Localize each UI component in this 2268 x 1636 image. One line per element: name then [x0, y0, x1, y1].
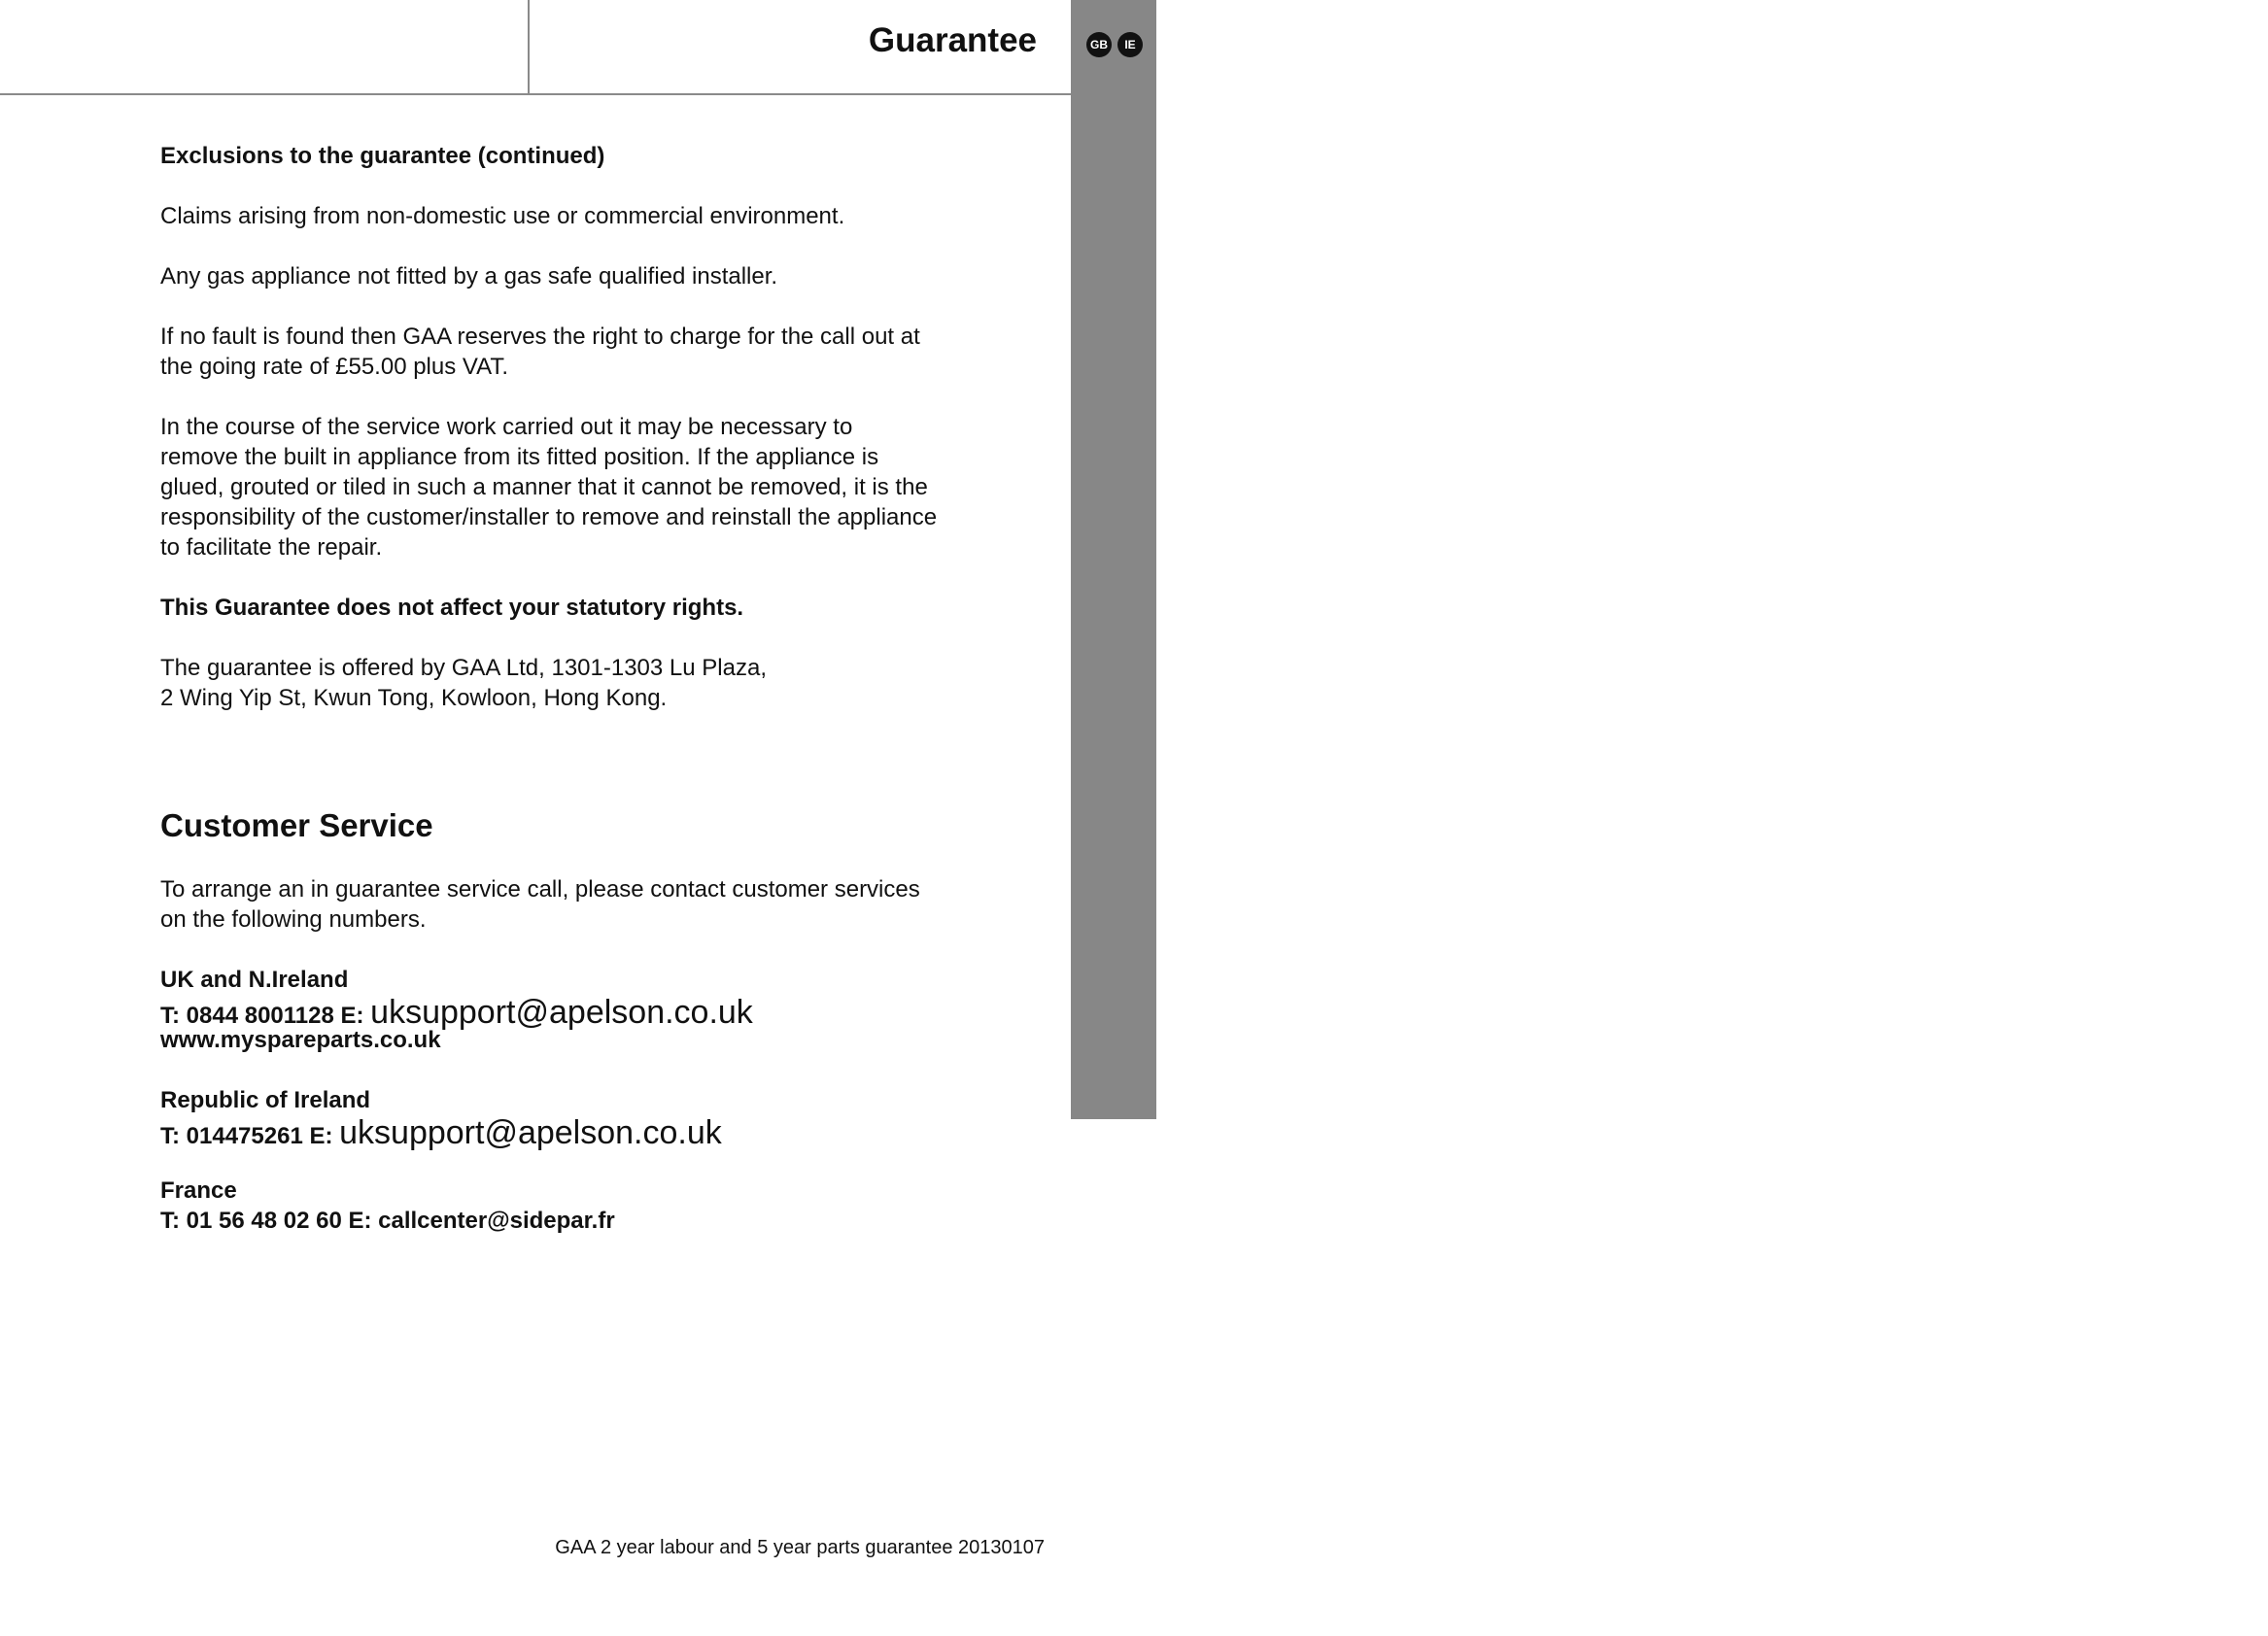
country-badge-ie: IE [1117, 32, 1143, 57]
uk-phone: T: 0844 8001128 E: [160, 1003, 371, 1029]
side-tab [1071, 0, 2268, 1119]
offer-address-line: 2 Wing Yip St, Kwun Tong, Kowloon, Hong Kong. [160, 685, 668, 711]
exclusion-paragraph-line: responsibility of the customer/installer to remove and reinstall the appliance [160, 504, 938, 530]
exclusion-paragraph-line: remove the built in appliance from its fitted position. If the appliance is [160, 444, 879, 470]
side-tab-text: In more detail... [2182, 530, 2268, 1067]
exclusion-paragraph: Claims arising from non-domestic use or commercial environment. [160, 203, 845, 229]
uk-website-link[interactable]: www.myspareparts.co.uk [160, 1027, 441, 1053]
exclusion-paragraph-line: If no fault is found then GAA reserves the right to charge for the call out at [160, 324, 920, 350]
ireland-phone: T: 014475261 E: [160, 1123, 340, 1149]
ireland-contact [160, 1113, 1006, 1156]
country-badge-gb: GB [1086, 32, 1112, 57]
exclusions-heading: Exclusions to the guarantee (continued) [160, 143, 605, 169]
france-contact: T: 01 56 48 02 60 E: callcenter@sidepar.fr [160, 1208, 615, 1234]
uk-label: UK and N.Ireland [160, 967, 349, 993]
statutory-rights-note: This Guarantee does not affect your statutory rights. [160, 595, 744, 621]
offer-address-line: The guarantee is offered by GAA Ltd, 1301-1303 Lu Plaza, [160, 655, 767, 681]
header-divider [0, 93, 1071, 95]
customer-service-heading: Customer Service [160, 807, 433, 843]
customer-service-intro-line: on the following numbers. [160, 906, 427, 933]
exclusion-paragraph-line: the going rate of £55.00 plus VAT. [160, 354, 509, 380]
page-title: Guarantee [868, 21, 1037, 59]
ireland-label: Republic of Ireland [160, 1087, 371, 1113]
customer-service-intro-line: To arrange an in guarantee service call, please contact customer services [160, 876, 920, 903]
exclusion-paragraph-line: In the course of the service work carried out it may be necessary to [160, 414, 853, 440]
header-divider-vertical [528, 0, 530, 94]
uk-email-link[interactable]: uksupport@apelson.co.uk [370, 994, 753, 1031]
exclusion-paragraph-line: glued, grouted or tiled in such a manner that it cannot be removed, it is the [160, 474, 928, 500]
france-label: France [160, 1177, 237, 1204]
ireland-email-link[interactable]: uksupport@apelson.co.uk [339, 1114, 722, 1151]
exclusion-paragraph: Any gas appliance not fitted by a gas safe qualified installer. [160, 263, 778, 290]
footer-text: GAA 2 year labour and 5 year parts guarantee 20130107 [555, 1537, 1045, 1558]
exclusion-paragraph-line: to facilitate the repair. [160, 534, 383, 561]
